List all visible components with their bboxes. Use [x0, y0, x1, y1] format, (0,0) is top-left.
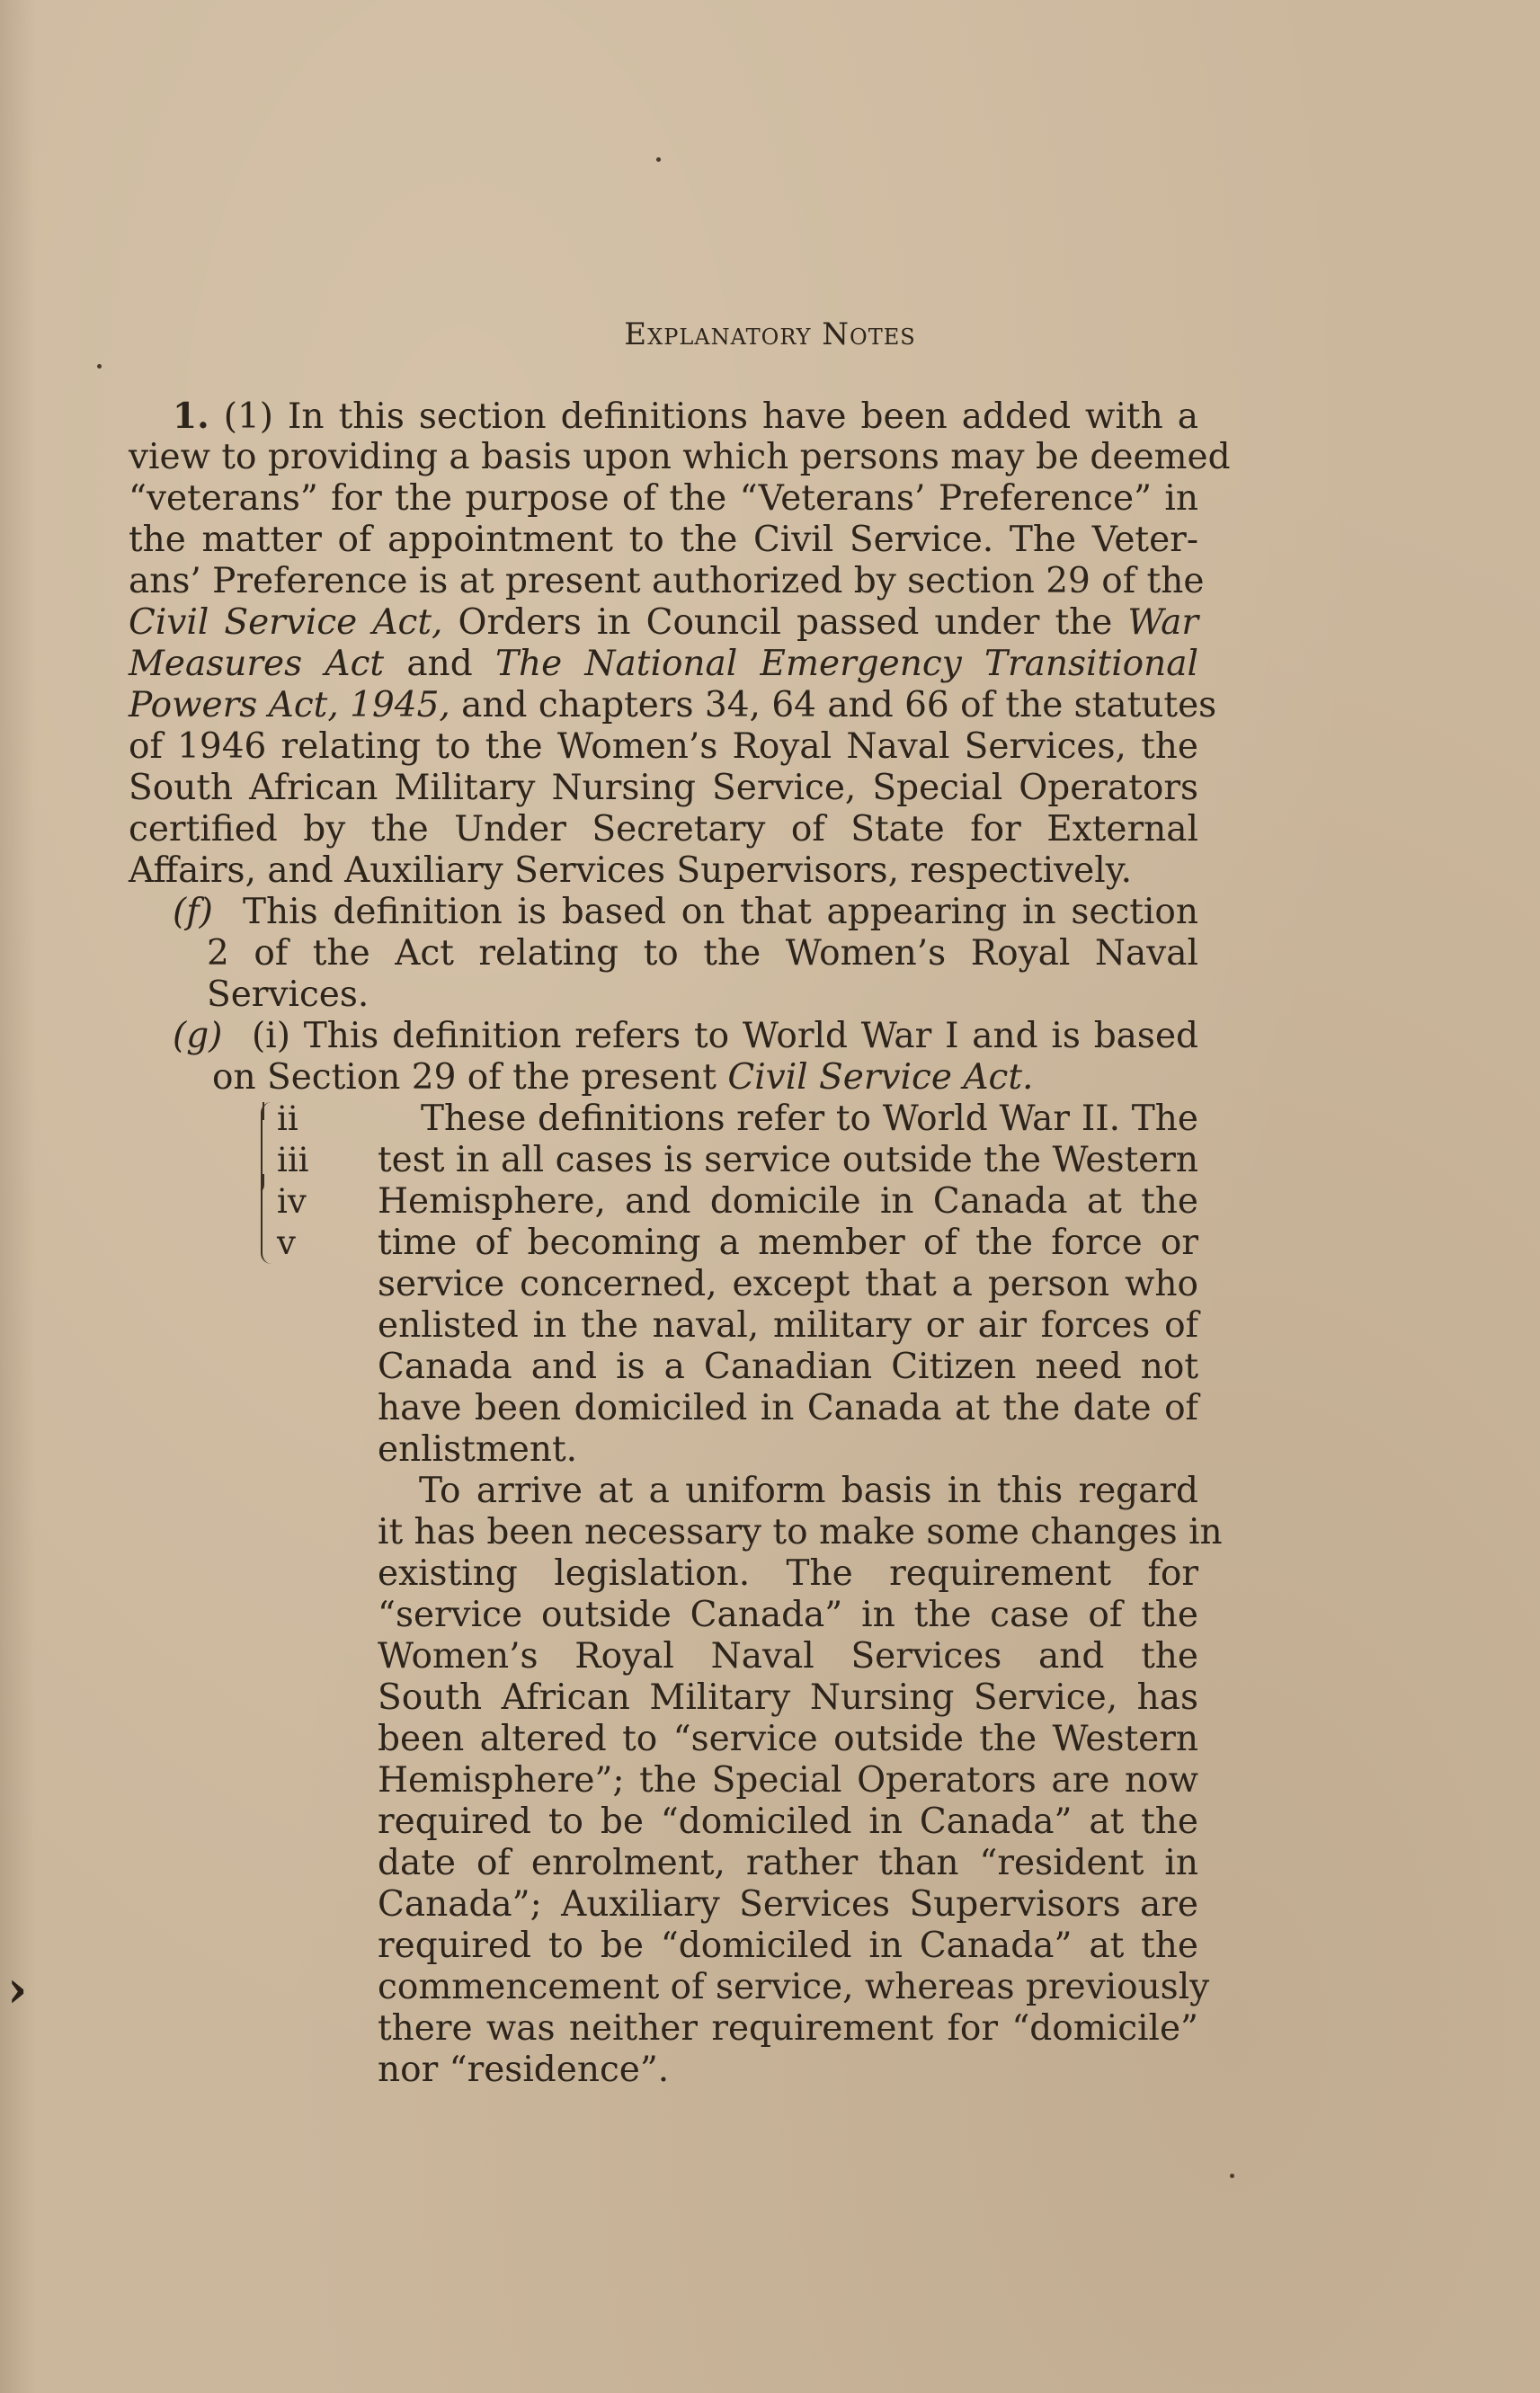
uniform-line-6: South African Military Nursing Service, has — [378, 1677, 1198, 1718]
para1-line-11: certified by the Under Secretary of State for External — [129, 809, 1198, 850]
uniform-line-9: required to be “domiciled in Canada” at the — [378, 1801, 1198, 1842]
uniform-line-3: existing legislation. The requirement for — [378, 1553, 1198, 1594]
g-line-1: (i) This definition refers to World War I and is based — [252, 1016, 1198, 1056]
uniform-line-13: commencement of service, whereas previously — [378, 1967, 1210, 2007]
para1-line-6: Civil Service Act, Orders in Council passed under the War — [129, 602, 1198, 643]
uniform-line-12: required to be “domiciled in Canada” at the — [378, 1926, 1198, 1966]
f-line-3: Services. — [207, 974, 369, 1015]
ww2-line-3: Hemisphere, and domicile in Canada at the — [378, 1181, 1198, 1222]
f-line-1: This definition is based on that appearing in section — [243, 892, 1198, 932]
para1-line-1: 1. (1) In this section definitions have been added with a — [173, 396, 1198, 437]
para1-line-9: of 1946 relating to the Women’s Royal Naval Services, the — [129, 726, 1198, 767]
ww2-line-1: These definitions refer to World War II. The — [421, 1099, 1198, 1139]
page-title: Explanatory Notes — [624, 316, 916, 352]
g-label: (g) — [173, 1016, 223, 1056]
ww2-line-7: Canada and is a Canadian Citizen need not — [378, 1347, 1198, 1387]
ww2-line-6: enlisted in the naval, military or air forces of — [378, 1305, 1198, 1346]
para1-line-4: the matter of appointment to the Civil Service. The Veter- — [129, 520, 1198, 560]
ink-speck — [656, 157, 661, 162]
uniform-line-15: nor “residence”. — [378, 2050, 670, 2090]
roman-iv: iv — [277, 1182, 307, 1221]
ww2-line-9: enlistment. — [378, 1429, 578, 1470]
uniform-line-11: Canada”; Auxiliary Services Supervisors are — [378, 1884, 1198, 1925]
para1-line-8: Powers Act, 1945, and chapters 34, 64 and 66 of the statutes — [129, 685, 1217, 725]
uniform-line-2: it has been necessary to make some changes in — [378, 1512, 1223, 1552]
uniform-line-4: “service outside Canada” in the case of the — [378, 1595, 1198, 1635]
ww2-line-5: service concerned, except that a person who — [378, 1264, 1198, 1304]
ink-speck — [1230, 2174, 1234, 2178]
uniform-line-8: Hemisphere”; the Special Operators are now — [378, 1760, 1198, 1801]
para1-line-3: “veterans” for the purpose of the “Veterans’ Preference” in — [129, 478, 1198, 519]
section-number: 1. — [173, 396, 209, 437]
f-line-2: 2 of the Act relating to the Women’s Royal Naval — [207, 933, 1198, 974]
g-line-2: on Section 29 of the present Civil Service Act. — [212, 1057, 1034, 1098]
para1-line-7: Measures Act and The National Emergency Transitional — [129, 644, 1198, 684]
ww2-line-4: time of becoming a member of the force or — [378, 1223, 1198, 1263]
margin-bracket-mark: › — [7, 1960, 28, 2019]
brace-bracket — [261, 1102, 275, 1264]
ww2-line-2: test in all cases is service outside the Western — [378, 1140, 1198, 1180]
f-label: (f) — [173, 892, 213, 932]
roman-v: v — [277, 1223, 296, 1262]
para1-line-2: view to providing a basis upon which persons may be deemed — [129, 437, 1231, 477]
uniform-line-7: been altered to “service outside the Western — [378, 1719, 1198, 1759]
ww2-line-8: have been domiciled in Canada at the date of — [378, 1388, 1198, 1428]
para1-line-12: Affairs, and Auxiliary Services Supervisors, respectively. — [129, 850, 1132, 891]
roman-ii: ii — [277, 1099, 298, 1138]
roman-iii: iii — [277, 1141, 309, 1179]
uniform-line-14: there was neither requirement for “domicile” — [378, 2008, 1198, 2049]
para1-line-10: South African Military Nursing Service, Special Operators — [129, 768, 1198, 808]
ink-speck — [97, 364, 102, 369]
uniform-line-1: To arrive at a uniform basis in this regard — [419, 1471, 1198, 1511]
para1-line-5: ans’ Preference is at present authorized by section 29 of the — [129, 561, 1205, 601]
uniform-line-10: date of enrolment, rather than “resident in — [378, 1843, 1198, 1883]
uniform-line-5: Women’s Royal Naval Services and the — [378, 1636, 1198, 1677]
